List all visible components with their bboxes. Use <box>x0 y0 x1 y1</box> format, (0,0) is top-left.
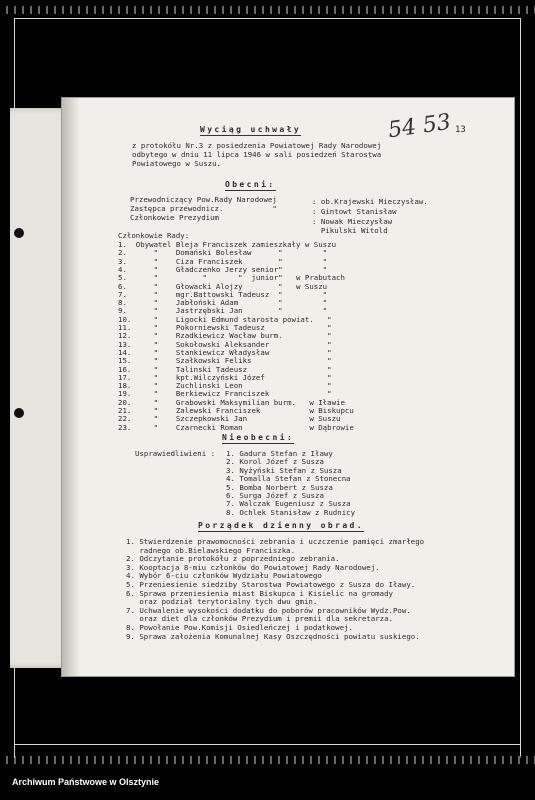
present-heading: Obecni: <box>225 180 276 189</box>
agenda-line: 7. Uchwalenie wysokości dodatku do poborów pracowników Wydz.Pow. <box>126 605 411 615</box>
intro-line: odbytego w dniu 11 lipca 1946 w sali posiedzeń Starostwa <box>132 150 382 159</box>
agenda-line: 4. Wybór 6-ciu członków Wydziału Powiatowego <box>126 571 322 581</box>
member-line: 15. " Szałkowski Feliks " <box>118 356 332 366</box>
intro-line: Powiatowego w Suszu. <box>132 159 221 168</box>
binder-hole <box>14 408 24 418</box>
member-line: 17. " kpt.Wilczyński Józef " <box>118 372 332 382</box>
agenda-line: 9. Sprawa założenia Komunalnej Kasy Oszczędności powiatu suskiego. <box>126 631 420 641</box>
absent-line: 4. Tomalla Stefan z Stonecna <box>226 474 351 484</box>
absent-label: Usprawiedliwieni : <box>135 449 216 458</box>
member-line: 20. " Grabowski Maksymilian burm. w Iławie <box>118 397 345 407</box>
intro-line: z protokółu Nr.3 z posiedzenia Powiatowej Rady Narodowej <box>132 141 382 150</box>
agenda-line: 3. Kooptacja 8-miu członków do Powiatowej Rady Narodowej. <box>126 562 380 572</box>
official-name: : ob.Krajewski Mieczysław. <box>312 197 428 206</box>
absent-line: 2. Korol Józef z Susza <box>226 457 324 467</box>
absent-line: 5. Bomba Norbert z Susza <box>226 482 333 492</box>
absent-heading: Nieobecni: <box>222 433 295 442</box>
official-name: Pikulski Witold <box>312 226 388 235</box>
member-line: 1. Obywatel Bleja Franciszek zamieszkały w Suszu <box>118 240 337 249</box>
member-line: 9. " Jastrzębski Jan " " <box>118 306 328 316</box>
member-line: 4. " Gładczenko Jerzy senior" " <box>118 264 328 274</box>
frame-line-right <box>520 18 521 758</box>
agenda-line: oraz diet dla członków Prezydium i premii dla sekretarza. <box>126 614 393 624</box>
member-line: 12. " Rzadkiewicz Wacław burm. " <box>118 331 332 341</box>
member-line: 16. " Talinski Tadeusz " <box>118 364 332 374</box>
document-title: Wyciąg uchwały <box>200 125 302 134</box>
archive-footer: Archiwum Państwowe w Olsztynie <box>12 777 160 787</box>
official-name: : Gintowt Stanisław <box>312 207 397 216</box>
agenda-heading: Porządek dzienny obrad. <box>198 521 364 530</box>
agenda-line: 2. Odczytanie protokółu z poprzedniego zebrania. <box>126 554 340 564</box>
agenda-line: oraz podział terytorialny tych dwu gmin. <box>126 597 318 607</box>
absent-line: 3. Nyżyński Stefan z Susza <box>226 465 342 475</box>
member-line: 23. " Czarnecki Roman w Dąbrowie <box>118 422 354 432</box>
official-role: Zastępca przewodnicz. " <box>130 204 277 213</box>
member-line: 19. " Berkiewicz Franciszek " <box>118 389 332 399</box>
binder-hole <box>14 228 24 238</box>
agenda-line: radnego ob.Bielawskiego Franciszka. <box>126 545 296 555</box>
member-line: 2. " Domański Bolesław " " <box>118 248 328 258</box>
official-name: : Nowak Mieczysław <box>312 217 393 226</box>
absent-line: 1. Gadura Stefan z Iławy <box>226 449 333 458</box>
absent-line: 7. Walczak Eugeniusz z Susza <box>226 499 351 509</box>
handwritten-page-number: 13 <box>455 125 466 135</box>
member-line: 22. " Szczepkowski Jan w Suszu <box>118 414 341 424</box>
member-line: 10. " Ligocki Edmund starosta powiat. " <box>118 314 332 324</box>
handwritten-reference: 54 53 <box>386 109 453 144</box>
members-heading: Członkowie Rady: <box>118 231 190 240</box>
film-perforation-bottom <box>0 756 535 764</box>
agenda-line: 5. Przeniesienie siedziby Starostwa Powiatowego z Susza do Iławy. <box>126 580 416 589</box>
frame-line-bottom <box>14 744 521 745</box>
agenda-line: 6. Sprawa przeniesienia miast Biskupca i Kisielic na gromady <box>126 588 393 598</box>
official-role: Przewodniczący Pow.Rady Narodowej <box>130 195 277 204</box>
member-line: 6. " Głowacki Alojzy " w Suszu <box>118 281 328 291</box>
page-fold-shadow <box>62 98 80 676</box>
frame-line-top <box>14 18 521 19</box>
member-line: 14. " Stankiewicz Władysław " <box>118 347 332 357</box>
member-line: 11. " Pokorniewski Tadeusz " <box>118 323 332 332</box>
absent-line: 6. Surga Józef z Susza <box>226 491 324 500</box>
agenda-line: 8. Powołanie Pow.Komisji Osiedleńczej i podatkowej. <box>126 623 353 632</box>
member-line: 8. " Jabłoński Adam " " <box>118 298 328 308</box>
member-line: 7. " mgr.Battowski Tadeusz " " <box>118 289 328 299</box>
official-role: Członkowie Prezydium <box>130 213 219 222</box>
film-perforation-top <box>0 6 535 14</box>
agenda-line: 1. Stwierdzenie prawomocności zebrania i uczczenie pamięci zmarłego <box>126 537 425 546</box>
absent-line: 8. Ochlek Stanisław z Rudnicy <box>226 507 356 517</box>
member-line: 18. " Zuchlinski Leon " <box>118 381 332 391</box>
member-line: 21. " Zalewski Franciszek w Biskupcu <box>118 406 354 415</box>
member-line: 13. " Sokołowski Aleksander " <box>118 339 332 349</box>
member-line: 5. " " " junior" w Prabutach <box>118 273 345 283</box>
member-line: 3. " Ciza Franciszek " " <box>118 256 328 266</box>
